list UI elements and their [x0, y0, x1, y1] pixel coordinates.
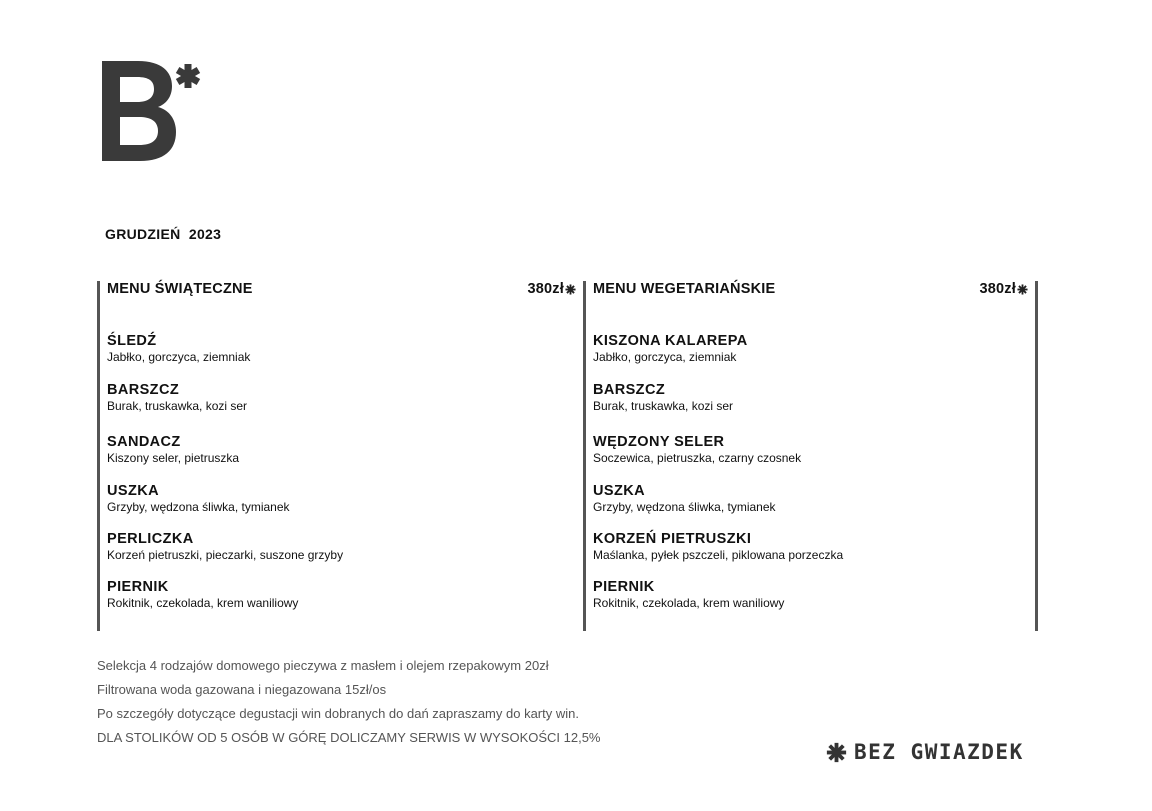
- menu-header: [593, 281, 1028, 297]
- menu-title: MENU ŚWIĄTECZNE: [107, 281, 253, 297]
- dish-item: [593, 531, 1028, 562]
- dish-name: SANDACZ: [107, 434, 181, 450]
- dish-name: KORZEŃ PIETRUSZKI: [593, 531, 752, 547]
- asterisk-star-icon: [565, 284, 576, 295]
- menu-column-festive: [97, 281, 583, 631]
- menu-price: 380zł: [980, 281, 1028, 297]
- dish-name: WĘDZONY SELER: [593, 434, 725, 450]
- note-water: Filtrowana woda gazowana i niegazowana 15zł/os: [97, 682, 387, 697]
- dish-description: Rokitnik, czekolada, krem waniliowy: [107, 596, 299, 610]
- brand-mark: [826, 740, 1024, 764]
- menu-notes: [97, 654, 601, 750]
- dish-name: PERLICZKA: [107, 531, 194, 547]
- dish-item: [107, 579, 576, 610]
- dish-description: Grzyby, wędzona śliwka, tymianek: [593, 500, 776, 514]
- dish-item: [107, 531, 576, 562]
- note-wine: Po szczegóły dotyczące degustacji win dobranych do dań zapraszamy do karty win.: [97, 706, 579, 721]
- dish-description: Grzyby, wędzona śliwka, tymianek: [107, 500, 290, 514]
- dish-name: PIERNIK: [593, 579, 655, 595]
- dish-description: Burak, truskawka, kozi ser: [107, 399, 248, 413]
- dish-name: BARSZCZ: [107, 382, 180, 398]
- dish-description: Rokitnik, czekolada, krem waniliowy: [593, 596, 785, 610]
- menu-title: MENU WEGETARIAŃSKIE: [593, 281, 776, 297]
- dish-item: [107, 382, 576, 413]
- dish-description: Maślanka, pyłek pszczeli, piklowana porzeczka: [593, 548, 844, 562]
- dish-description: Jabłko, gorczyca, ziemniak: [107, 350, 251, 364]
- dish-name: PIERNIK: [107, 579, 169, 595]
- dish-item: [107, 333, 576, 364]
- dish-description: Kiszony seler, pietruszka: [107, 451, 240, 465]
- dish-name: KISZONA KALAREPA: [593, 333, 748, 349]
- menu-header: [107, 281, 576, 297]
- logo-b-star: [100, 58, 205, 164]
- menu-price: 380zł: [528, 281, 576, 297]
- dish-description: Korzeń pietruszki, pieczarki, suszone grzyby: [107, 548, 344, 562]
- dish-item: [593, 483, 1028, 514]
- dish-description: Burak, truskawka, kozi ser: [593, 399, 734, 413]
- dish-description: Jabłko, gorczyca, ziemniak: [593, 350, 737, 364]
- dish-name: USZKA: [593, 483, 645, 499]
- dish-name: USZKA: [107, 483, 159, 499]
- menu-column-vegetarian: [583, 281, 1038, 631]
- asterisk-star-icon: [826, 742, 847, 763]
- dish-name: ŚLEDŹ: [107, 333, 157, 349]
- dish-name: BARSZCZ: [593, 382, 666, 398]
- note-service: DLA STOLIKÓW OD 5 OSÓB W GÓRĘ DOLICZAMY SERWIS W WYSOKOŚCI 12,5%: [97, 730, 601, 745]
- dish-description: Soczewica, pietruszka, czarny czosnek: [593, 451, 802, 465]
- asterisk-star-icon: [1017, 284, 1028, 295]
- brand-name: BEZ GWIAZDEK: [854, 740, 1024, 764]
- dish-item: [593, 434, 1028, 465]
- dish-item: [107, 434, 576, 465]
- dish-item: [107, 483, 576, 514]
- menu-month: GRUDZIEŃ 2023: [105, 226, 222, 242]
- dish-item: [593, 579, 1028, 610]
- dish-item: [593, 382, 1028, 413]
- note-bread: Selekcja 4 rodzajów domowego pieczywa z masłem i olejem rzepakowym 20zł: [97, 658, 549, 673]
- dish-item: [593, 333, 1028, 364]
